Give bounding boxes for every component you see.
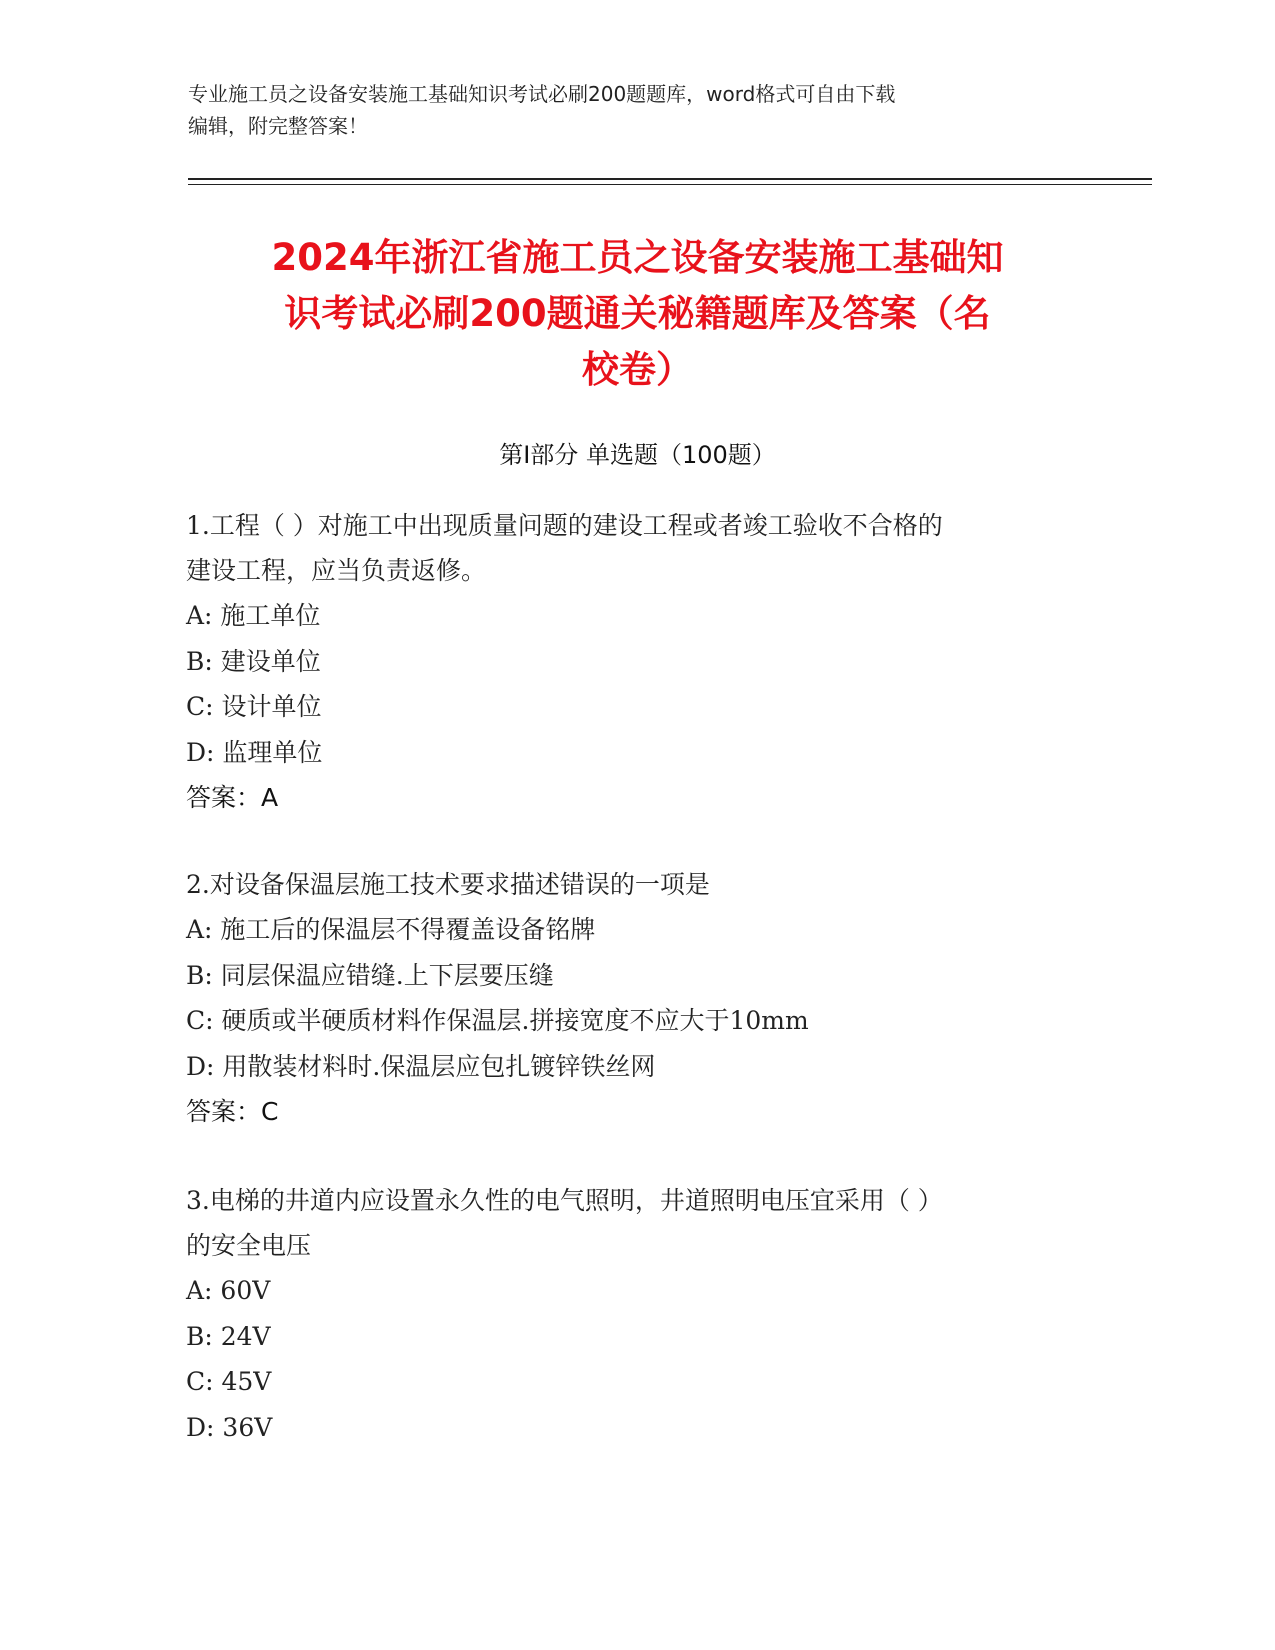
header-divider (188, 184, 1152, 185)
question-text: 1.工程（ ）对施工中出现质量问题的建设工程或者竣工验收不合格的 (186, 511, 943, 540)
option-b: B: 建设单位 (186, 646, 321, 676)
question-text: 3.电梯的井道内应设置永久性的电气照明，井道照明电压宜采用（ ） (186, 1186, 943, 1215)
option-d: D: 36V (186, 1412, 273, 1442)
option-c: C: 硬质或半硬质材料作保温层.拼接宽度不应大于10mm (186, 1006, 809, 1035)
option-d: D: 用散装材料时.保温层应包扎镀锌铁丝网 (186, 1051, 656, 1081)
document-title (170, 230, 1105, 398)
question-3 (186, 1178, 1086, 1450)
title-line: 2024年浙江省施工员之设备安装施工基础知 (271, 236, 1004, 279)
question-2 (186, 862, 1086, 1134)
option-d: D: 监理单位 (186, 737, 323, 767)
option-c: C: 设计单位 (186, 692, 322, 721)
question-text: 建设工程，应当负责返修。 (186, 556, 487, 585)
header-divider (188, 178, 1152, 180)
option-a: A: 施工单位 (186, 601, 321, 630)
question-text: 的安全电压 (186, 1231, 312, 1260)
option-c: C: 45V (186, 1367, 272, 1396)
answer: 答案：A (186, 783, 279, 812)
answer: 答案：C (186, 1097, 279, 1126)
title-line: 识考试必刷200题通关秘籍题库及答案（名 (284, 292, 991, 335)
question-1 (186, 503, 1086, 820)
option-a: A: 60V (186, 1276, 271, 1305)
title-line: 校卷） (582, 348, 693, 391)
header-note-line: 编辑，附完整答案！ (188, 114, 368, 138)
option-b: B: 24V (186, 1321, 271, 1351)
question-text: 2.对设备保温层施工技术要求描述错误的一项是 (186, 870, 710, 899)
section-heading: 第Ⅰ部分 单选题（100题） (499, 441, 776, 469)
header-note (188, 78, 1088, 142)
header-note-line: 专业施工员之设备安装施工基础知识考试必刷200题题库，word格式可自由下载 (188, 82, 896, 106)
option-b: B: 同层保温应错缝.上下层要压缝 (186, 960, 554, 990)
option-a: A: 施工后的保温层不得覆盖设备铭牌 (186, 915, 596, 944)
